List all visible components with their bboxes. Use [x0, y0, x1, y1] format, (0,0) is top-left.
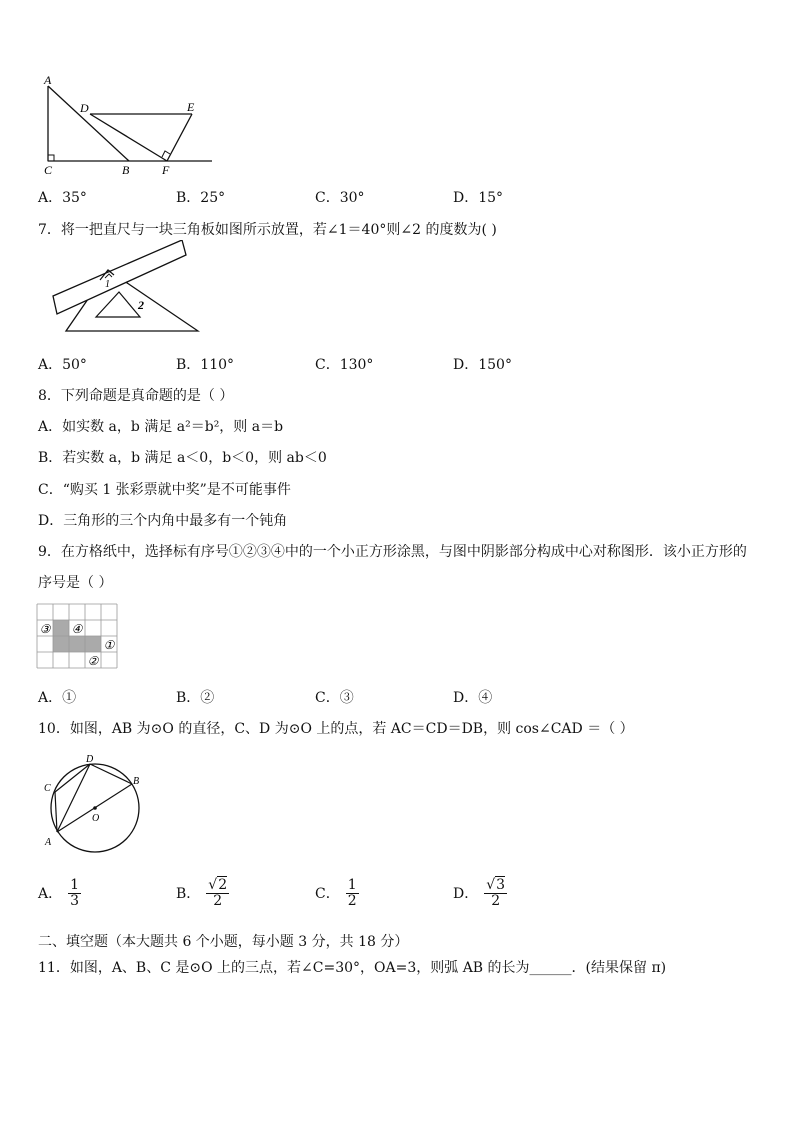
q6-option-b: B．25°: [176, 190, 226, 206]
q9-option-a: A．①: [38, 690, 77, 706]
q9-option-b: B．②: [176, 690, 215, 706]
q6-option-d: D．15°: [453, 190, 504, 206]
q6-option-a: A．35°: [38, 190, 87, 206]
q8-question: 8．下列命题是真命题的是（ ）: [38, 388, 234, 404]
q7-option-a: A．50°: [38, 357, 87, 373]
q6-figure: [34, 72, 219, 182]
q10-question: 10．如图，AB 为⊙O 的直径，C、D 为⊙O 上的点，若 AC＝CD＝DB，则 cos∠CAD ＝（ ）: [38, 721, 634, 737]
section-heading: 二、填空题（本大题共 6 个小题，每小题 3 分，共 18 分）: [38, 934, 409, 950]
sqrt-symbol: √: [486, 877, 496, 893]
q6-option-c: C．30°: [315, 190, 365, 206]
q9-option-d: D．④: [453, 690, 493, 706]
q7-option-b: B．110°: [176, 357, 235, 373]
q7-option-d: D．150°: [453, 357, 512, 373]
sqrt-symbol: √: [208, 877, 218, 893]
q10-circle-figure: [38, 750, 148, 860]
q9-label-1: ①: [103, 638, 115, 652]
q10-label-c: C: [44, 783, 51, 794]
q11-question: 11．如图，A、B、C 是⊙O 上的三点，若∠C=30°，OA=3，则弧 AB 的长为______．(结果保留 π): [38, 960, 667, 976]
q10-label-b: B: [133, 776, 140, 787]
q7-option-c: C．130°: [315, 357, 374, 373]
q9-grid-figure: [36, 603, 118, 669]
q10-option-b: B． $\frac{√2}{2}$: [176, 877, 228, 910]
q10-option-d: D． $\frac{√3}{2}$: [453, 877, 506, 910]
q10-label-d: D: [86, 754, 94, 765]
q7-question: 7．将一把直尺与一块三角板如图所示放置，若∠1＝40°则∠2 的度数为( ): [38, 222, 497, 238]
fraction: $\frac{1}{3}$: [70, 877, 80, 910]
q6-label-b: B: [122, 163, 130, 177]
q6-label-d: D: [80, 101, 89, 115]
q8-option-d: D．三角形的三个内角中最多有一个钝角: [38, 513, 288, 529]
q7-angle-2: 2: [138, 298, 144, 312]
q9-label-4: ④: [71, 622, 83, 636]
q8-option-b: B．若实数 a，b 满足 a＜0，b＜0，则 ab＜0: [38, 450, 327, 466]
q10-label-a: A: [45, 837, 52, 848]
q7-figure: [50, 240, 200, 335]
q6-label-e: E: [187, 100, 195, 114]
q10-option-c: C． $\frac{1}{2}$: [315, 877, 357, 910]
q9-label-3: ③: [39, 622, 51, 636]
q7-angle-1: 1: [105, 279, 110, 290]
q9-question-line1: 9．在方格纸中，选择标有序号①②③④中的一个小正方形涂黑，与图中阴影部分构成中心对称图形．该小正方形的: [38, 544, 747, 560]
q9-option-c: C．③: [315, 690, 354, 706]
q10-label-o: O: [92, 813, 100, 824]
q8-option-c: C．“购买 1 张彩票就中奖”是不可能事件: [38, 482, 291, 498]
fraction: $\frac{√3}{2}$: [486, 877, 506, 910]
q6-label-c: C: [44, 163, 53, 177]
fraction: $\frac{√2}{2}$: [208, 877, 228, 910]
q10-option-a: A． $\frac{1}{3}$: [38, 877, 80, 910]
q9-label-2: ②: [87, 654, 99, 668]
q6-label-a: A: [44, 73, 52, 87]
q8-option-a: A．如实数 a，b 满足 a²＝b²，则 a＝b: [38, 419, 284, 435]
q6-label-f: F: [162, 163, 170, 177]
fraction: $\frac{1}{2}$: [347, 877, 357, 910]
q9-question-line2: 序号是（ ）: [38, 575, 113, 591]
